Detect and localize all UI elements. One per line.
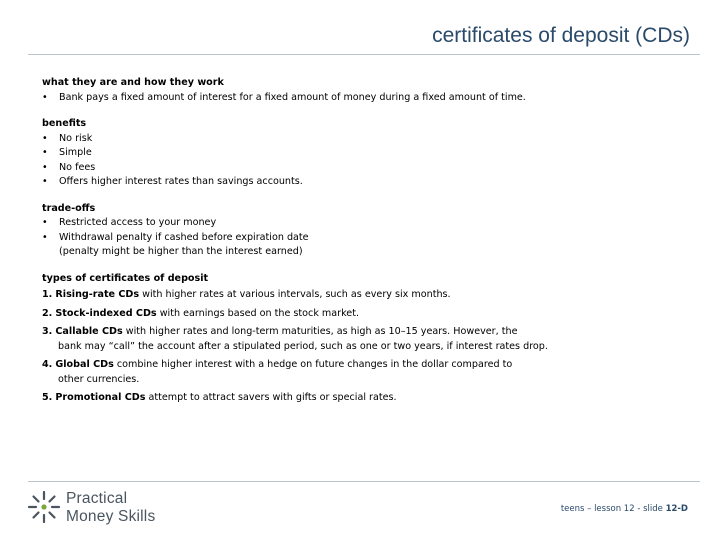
type-name: Promotional CDs [55,392,146,403]
section-heading: types of certificates of deposit [42,272,209,284]
type-name: Stock-indexed CDs [55,307,157,319]
bullet-item: • Withdrawal penalty if cashed before expiration date (penalty might be higher than the interest earned) [42,231,309,257]
type-item: 5. Promotional CDs attempt to attract savers with gifts or special rates. [42,392,397,403]
slide-title: certificates of deposit (CDs) [432,24,690,47]
section-benefits [42,117,682,190]
type-name: Global CDs [55,359,114,370]
section-heading: what they are and how they work [42,77,224,88]
slide-body [42,76,682,410]
slide-footer: teens – lesson 12 - slide 12-D [560,504,688,514]
bullet-item: • Restricted access to your money [42,216,682,231]
section-heading: benefits [42,118,87,129]
slide-number: 12-D [665,504,688,514]
type-name: Rising-rate CDs [55,289,140,300]
section-heading: trade-offs [42,202,96,214]
type-item: 1. Rising-rate CDs with higher rates at various intervals, such as every six months. [42,289,451,300]
bullet-icon: • [42,91,48,103]
type-item: 2. Stock-indexed CDs with earnings based on the stock market. [42,307,360,319]
bullet-item: • No risk [42,132,682,147]
bottom-divider [28,481,700,482]
section-types [42,272,682,406]
bullet-item: • Offers higher interest rates than savings accounts. [42,175,682,190]
tradeoff-note: (penalty might be higher than the interest earned) [59,246,303,257]
bullet-item: • Simple [42,146,682,161]
bullet-icon: • [42,217,48,228]
starburst-icon [26,489,62,525]
bullet-icon: • [42,132,48,144]
type-item: 4. Global CDs combine higher interest with a hedge on future changes in the dollar compared to other currencies. [42,359,513,385]
bullet-icon: • [42,176,48,187]
practical-money-skills-logo [26,489,176,529]
top-divider [28,54,700,55]
type-item: 3. Callable CDs with higher rates and long-term maturities, as high as 10–15 years. However, the bank may “call” the account after a stipulated period, such as one or two years, if interest rates drop. [42,326,548,352]
section-what [42,76,682,105]
type-name: Callable CDs [55,326,123,337]
logo-text-line2: Money Skills [66,508,156,525]
logo-text-line1: Practical [66,490,128,507]
bullet-icon: • [42,161,48,173]
bullet-icon: • [42,231,48,243]
bullet-item: • Bank pays a fixed amount of interest for a fixed amount of money during a fixed amount of time. [42,91,682,106]
bullet-icon: • [42,147,48,158]
section-tradeoffs [42,202,682,260]
bullet-item: • No fees [42,161,682,176]
